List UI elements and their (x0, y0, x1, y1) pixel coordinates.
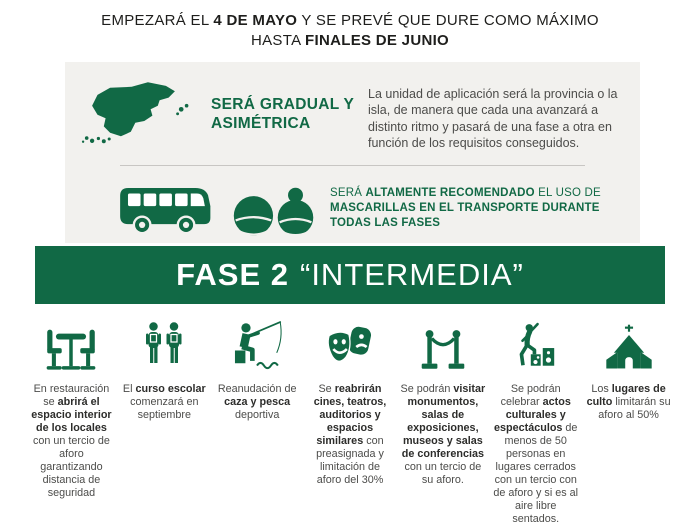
restaurant-table-icon (28, 313, 115, 376)
cultural-event-icon (492, 313, 579, 376)
measure-column-restaurants (25, 313, 118, 525)
measure-column-events (489, 313, 582, 525)
church-icon (585, 313, 672, 376)
info-panel (65, 62, 640, 243)
gradual-description: La unidad de aplicación será la provincia o la isla, de manera que cada una avanzará a distinto ritmo y pasará de una fase a otra en función de los requisitos conseguidos. (368, 87, 618, 151)
measure-text: Reanudación de caza y pesca deportiva (217, 383, 297, 421)
masked-faces-icon (231, 183, 317, 241)
measure-text: Se reabrirán cines, teatros, auditorios y espacios similares con preasignada y limitación de aforo del 30% (313, 383, 387, 486)
measure-column-school (118, 313, 211, 525)
header-line-1: EMPEZARÁ EL 4 DE MAYO Y SE PREVÉ QUE DURE COMO MÁXIMO (101, 12, 599, 29)
phase-name: “INTERMEDIA” (300, 257, 524, 292)
measure-column-cinemas (304, 313, 397, 525)
museum-barrier-icon (399, 313, 486, 376)
phase-banner (35, 246, 665, 304)
gradual-headline: SERÁ GRADUAL Y ASIMÉTRICA (211, 96, 354, 132)
fishing-icon (214, 313, 301, 376)
measure-column-fishing (211, 313, 304, 525)
header-title (0, 11, 700, 51)
measure-column-museums (396, 313, 489, 525)
measure-text: En restauración se abrirá el espacio interior de los locales con un tercio de aforo garantizando distancia de seguridad (31, 383, 112, 499)
header-line-2: HASTA FINALES DE JUNIO (250, 32, 450, 49)
measure-text: El curso escolar comenzará en septiembre (122, 383, 206, 421)
phase-label: FASE 2 (176, 257, 289, 292)
panel-divider (120, 165, 585, 166)
measure-text: Se podrán visitar monumentos, salas de exposiciones, museos y salas de conferencias con un tercio de su aforo. (400, 383, 486, 486)
bus-icon (117, 180, 219, 240)
theater-masks-icon (307, 313, 394, 376)
transport-note: SERÁ ALTAMENTE RECOMENDADO EL USO DE MASCARILLAS EN EL TRANSPORTE DURANTE TODAS LAS FASES (330, 187, 601, 229)
measure-text: Se podrán celebrar actos culturales y espectáculos de menos de 50 personas en lugares cerrados con un tercio con de aforo y si es al aire libre sentados. (493, 383, 579, 525)
measure-column-worship (582, 313, 675, 525)
school-children-icon (121, 313, 208, 376)
spain-map-icon (77, 76, 199, 148)
measure-text: Los lugares de culto limitarán su aforo al 50% (586, 383, 671, 421)
measures-grid (25, 313, 675, 525)
